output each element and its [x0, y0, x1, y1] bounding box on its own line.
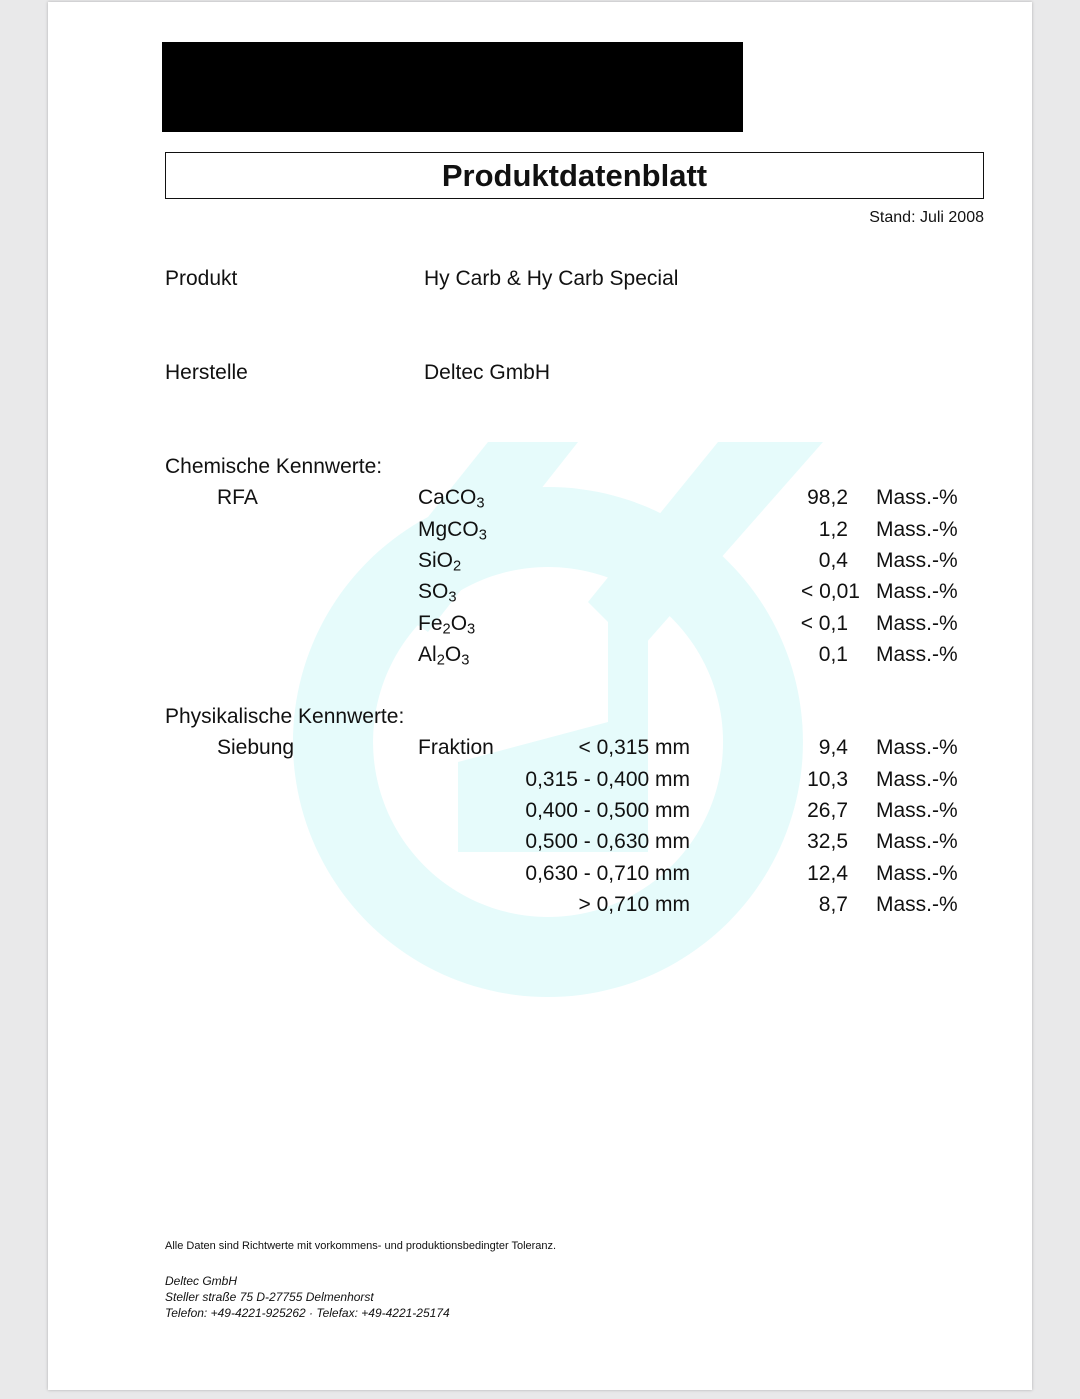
fraction-label: Fraktion: [418, 736, 494, 759]
contact-block: [165, 1273, 450, 1321]
product-value: Hy Carb & Hy Carb Special: [424, 267, 679, 290]
tolerance-note: Alle Daten sind Richtwerte mit vorkommens- und produktionsbedingter Toleranz.: [165, 1240, 557, 1252]
table-row: [418, 799, 978, 831]
table-row: [418, 580, 978, 612]
footer-company: Deltec GmbH: [165, 1274, 238, 1288]
table-row: [418, 518, 978, 550]
fraction-range: 0,500 - 0,630 mm: [525, 830, 690, 853]
physical-heading: Physikalische Kennwerte:: [165, 705, 405, 728]
fraction-range: > 0,710 mm: [578, 893, 690, 916]
table-row: [418, 549, 978, 581]
compound-value: < 0,1: [800, 612, 848, 635]
table-row: [418, 612, 978, 644]
fraction-range: 0,630 - 0,710 mm: [525, 862, 690, 885]
chemical-heading: Chemische Kennwerte:: [165, 455, 383, 478]
compound-formula: $Fe_2O_3$: [418, 612, 476, 638]
compound-value: 98,2: [807, 486, 848, 509]
fraction-range: 0,315 - 0,400 mm: [525, 768, 690, 791]
table-row: [418, 830, 978, 862]
product-label: Produkt: [165, 267, 238, 290]
date-stamp: Stand: Juli 2008: [869, 209, 984, 226]
fraction-value: 26,7: [807, 799, 848, 822]
page-title: Produktdatenblatt: [441, 157, 708, 193]
table-row: [418, 768, 978, 800]
compound-value: 0,4: [818, 549, 848, 572]
compound-value: 0,1: [818, 643, 848, 666]
unit-label: Mass.-%: [876, 643, 958, 666]
fraction-value: 10,3: [807, 768, 848, 791]
unit-label: Mass.-%: [876, 549, 958, 572]
table-row: [418, 862, 978, 894]
fraction-value: 32,5: [807, 830, 848, 853]
compound-formula: $Al_2O_3$: [418, 643, 470, 669]
unit-label: Mass.-%: [876, 736, 958, 759]
fraction-range: < 0,315 mm: [578, 736, 690, 759]
compound-formula: MgCO$_3$: [418, 518, 487, 544]
table-row: [418, 486, 978, 518]
unit-label: Mass.-%: [876, 612, 958, 635]
title-box: [165, 152, 984, 199]
table-row: [418, 893, 978, 925]
unit-label: Mass.-%: [876, 518, 958, 541]
footer-address: Steller straße 75 D-27755 Delmenhorst: [165, 1290, 374, 1304]
compound-formula: $SO_3$: [418, 580, 457, 606]
fraction-range: 0,400 - 0,500 mm: [525, 799, 690, 822]
unit-label: Mass.-%: [876, 799, 958, 822]
fraction-value: 12,4: [807, 862, 848, 885]
fraction-value: 8,7: [818, 893, 848, 916]
manufacturer-value: Deltec GmbH: [424, 361, 551, 384]
unit-label: Mass.-%: [876, 580, 958, 603]
unit-label: Mass.-%: [876, 830, 958, 853]
table-row: [418, 736, 978, 768]
compound-formula: CaCO$_3$: [418, 486, 485, 512]
unit-label: Mass.-%: [876, 768, 958, 791]
fraction-value: 9,4: [818, 736, 848, 759]
unit-label: Mass.-%: [876, 893, 958, 916]
document-page: [48, 2, 1032, 1390]
chemical-method: RFA: [217, 486, 258, 509]
compound-formula: SiO$_2$: [418, 549, 462, 575]
physical-method: Siebung: [217, 736, 295, 759]
compound-value: 1,2: [818, 518, 848, 541]
unit-label: Mass.-%: [876, 486, 958, 509]
footer-phone: Telefon: +49-4221-925262 · Telefax: +49-4221-25174: [165, 1306, 450, 1320]
table-row: [418, 643, 978, 675]
manufacturer-label: Herstelle: [165, 361, 248, 384]
compound-value: < 0,01: [801, 580, 860, 603]
unit-label: Mass.-%: [876, 862, 958, 885]
redaction-block: [162, 42, 743, 132]
